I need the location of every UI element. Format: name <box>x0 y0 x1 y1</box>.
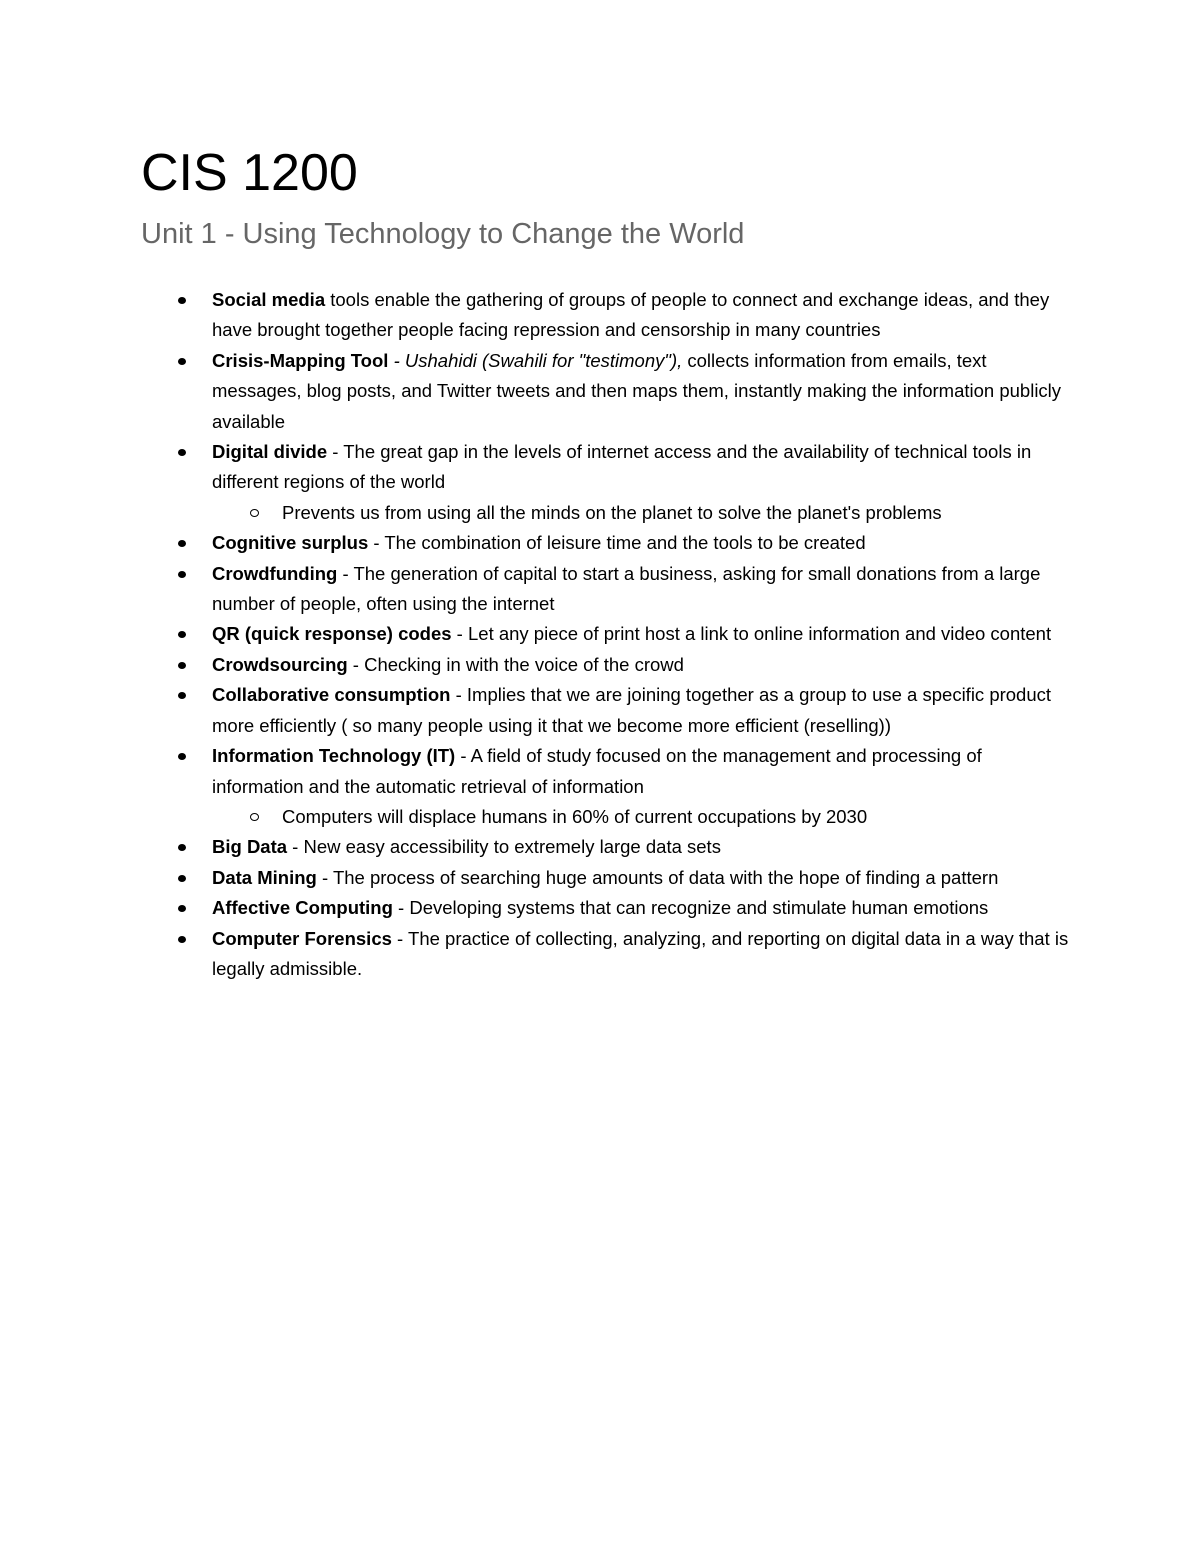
definition-text: - Developing systems that can recognize and stimulate human emotions <box>392 897 989 919</box>
term-label: Collaborative consumption <box>212 684 451 706</box>
term-label: Cognitive surplus <box>212 532 369 554</box>
definition-text: - The great gap in the levels of internet access and the availability of technical tools in different regions of the world <box>212 441 1032 493</box>
term-label: Digital divide <box>212 441 328 463</box>
bullet-icon <box>178 358 186 365</box>
list-item <box>141 528 1071 558</box>
list-item <box>141 650 1071 680</box>
page-title: CIS 1200 <box>141 144 358 202</box>
definition-text: - Implies that we are joining together as a group to use a specific product more efficiently ( so many people using it that we become more efficient (reselling)) <box>212 684 1052 736</box>
definition-text: - Let any piece of print host a link to online information and video content <box>451 623 1052 645</box>
definition-text: - A field of study focused on the management and processing of information and the automatic retrieval of information <box>212 745 982 797</box>
bullet-icon <box>178 631 186 638</box>
bullet-icon <box>178 571 186 578</box>
list-item <box>141 893 1071 923</box>
list-item <box>141 924 1071 985</box>
definition-text: - The generation of capital to start a business, asking for small donations from a large number of people, often using the internet <box>212 562 1041 615</box>
sub-list <box>212 802 1071 832</box>
term-label: Crisis-Mapping Tool <box>212 349 389 371</box>
list-item <box>141 619 1071 649</box>
list-item <box>141 559 1071 620</box>
bullet-icon <box>178 844 186 851</box>
bullet-icon <box>178 662 186 669</box>
hollow-bullet-icon <box>250 509 259 517</box>
term-label: Social media <box>212 289 326 310</box>
definition-text: - New easy accessibility to extremely large data sets <box>287 836 721 858</box>
bullet-icon <box>178 692 186 699</box>
bullet-icon <box>178 875 186 882</box>
definition-text: collects information from emails, text messages, blog posts, and Twitter tweets and then maps them, instantly making the information publicly available <box>212 349 1062 432</box>
term-label: Crowdfunding <box>212 562 338 584</box>
sub-list <box>212 498 1071 528</box>
term-label: Big Data <box>212 836 288 858</box>
term-label: QR (quick response) codes <box>212 623 452 645</box>
sub-list-item <box>212 498 1071 528</box>
list-item <box>141 832 1071 862</box>
definition-text: - The process of searching huge amounts of data with the hope of finding a pattern <box>316 866 999 888</box>
definition-text: - The combination of leisure time and the tools to be created <box>368 532 866 554</box>
list-item <box>141 863 1071 893</box>
sub-item-text: Computers will displace humans in 60% of current occupations by 2030 <box>282 805 868 827</box>
term-label: Affective Computing <box>212 897 393 919</box>
term-label: Data Mining <box>212 866 317 888</box>
term-label: Information Technology (IT) <box>212 745 456 767</box>
definition-text: - The practice of collecting, analyzing, and reporting on digital data in a way that is legally admissible. <box>212 927 1069 979</box>
hollow-bullet-icon <box>250 813 259 821</box>
bullet-icon <box>178 936 186 943</box>
term-label: Crowdsourcing <box>212 653 348 675</box>
definition-text: tools enable the gathering of groups of people to connect and exchange ideas, and they have brought together people facing repression and censorship in many countries <box>212 289 1050 341</box>
bullet-icon <box>178 297 186 304</box>
bullet-icon <box>178 540 186 547</box>
sub-item-text: Prevents us from using all the minds on the planet to solve the planet's problems <box>282 501 942 523</box>
bullet-icon <box>178 449 186 456</box>
list-item <box>141 437 1071 528</box>
notes-list <box>141 285 1071 984</box>
list-item <box>141 346 1071 437</box>
bullet-icon <box>178 753 186 760</box>
term-note: - Ushahidi (Swahili for "testimony"), <box>388 349 683 371</box>
list-item <box>141 680 1071 741</box>
term-label: Computer Forensics <box>212 927 392 949</box>
page-subtitle: Unit 1 - Using Technology to Change the World <box>141 218 745 250</box>
list-item <box>141 741 1071 832</box>
sub-list-item <box>212 802 1071 832</box>
bullet-icon <box>178 905 186 912</box>
list-item <box>141 285 1071 346</box>
definition-text: - Checking in with the voice of the crowd <box>347 653 684 675</box>
